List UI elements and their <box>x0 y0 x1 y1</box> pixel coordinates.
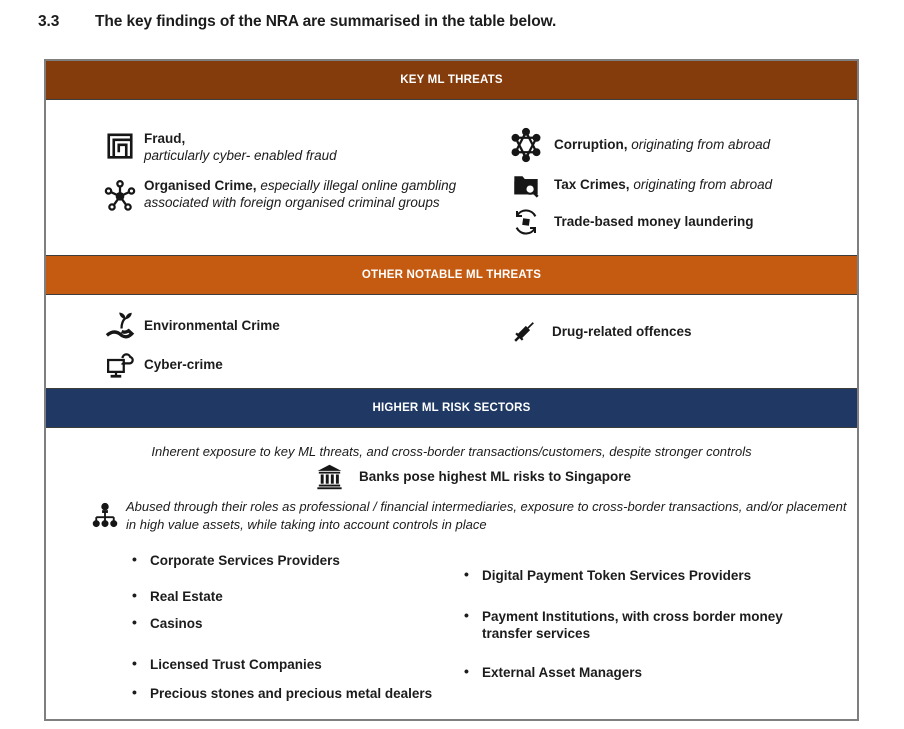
risk-sector-list-left <box>130 552 460 702</box>
paragraph-caption <box>38 13 556 31</box>
sector-licensed-trust: • Licensed Trust Companies <box>130 656 460 673</box>
bank-icon <box>316 463 343 490</box>
other-threats-left-column <box>46 295 498 388</box>
trade-based-item <box>500 206 857 237</box>
drug-offences-item <box>498 316 857 347</box>
organised-crime-title: Organised Crime, <box>144 178 257 193</box>
star-network-icon <box>500 126 552 163</box>
intermediaries-note-row <box>46 498 857 533</box>
risk-sector-list-right <box>462 552 822 702</box>
other-notable-threats-header: OTHER NOTABLE ML THREATS <box>46 255 857 295</box>
organised-crime-item <box>98 177 498 212</box>
environmental-crime-title: Environmental Crime <box>144 318 280 333</box>
key-ml-threats-header: KEY ML THREATS <box>46 61 857 100</box>
banks-highlight-row <box>68 463 879 490</box>
folder-search-icon <box>500 170 552 199</box>
key-ml-threats-section <box>46 100 857 255</box>
hierarchy-icon <box>90 498 120 533</box>
sector-casinos: • Casinos <box>130 615 460 632</box>
drug-offences-title: Drug-related offences <box>552 324 692 339</box>
tax-crimes-title: Tax Crimes, <box>554 177 630 192</box>
sector-dpt-providers: • Digital Payment Token Services Providers <box>462 567 822 584</box>
fraud-item <box>98 130 498 164</box>
tax-crimes-desc: originating from abroad <box>633 177 773 192</box>
banks-exposure-note: Inherent exposure to key ML threats, and cross-border transactions/customers, despite stronger controls <box>151 444 752 459</box>
risk-sector-lists <box>46 552 857 702</box>
network-nodes-icon <box>98 177 142 212</box>
key-threats-right-column <box>498 100 857 255</box>
cyber-crime-title: Cyber-crime <box>144 357 223 372</box>
banks-highlight-text: Banks pose highest ML risks to Singapore <box>358 469 632 484</box>
fraud-desc: particularly cyber- enabled fraud <box>144 148 337 163</box>
corruption-desc: originating from abroad <box>631 137 771 152</box>
nra-summary-table <box>44 59 859 721</box>
cyber-crime-item <box>98 348 498 381</box>
syringe-icon <box>498 316 550 347</box>
corruption-title: Corruption, <box>554 137 628 152</box>
intermediaries-note-text: Abused through their roles as professional / financial intermediaries, exposure to cross-border transactions, and/or placement in high value assets, while taking into account controls in place <box>126 499 847 532</box>
higher-risk-sectors-header: HIGHER ML RISK SECTORS <box>46 388 857 428</box>
higher-risk-sectors-section <box>46 428 857 719</box>
fraud-maze-icon <box>98 130 142 161</box>
key-threats-left-column <box>46 100 498 255</box>
sector-corporate-services: • Corporate Services Providers <box>130 552 460 569</box>
other-threats-right-column <box>498 295 857 388</box>
sector-real-estate: • Real Estate <box>130 588 460 605</box>
organised-crime-desc: especially illegal online gambling associated with foreign organised criminal groups <box>144 178 457 210</box>
sector-external-asset-managers: • External Asset Managers <box>462 664 822 681</box>
environmental-crime-item <box>98 310 498 341</box>
other-notable-threats-section <box>46 295 857 388</box>
fraud-title: Fraud, <box>144 131 186 146</box>
trade-cycle-icon <box>500 206 552 237</box>
tax-crimes-item <box>500 170 857 199</box>
paragraph-number: 3.3 <box>38 13 60 30</box>
corruption-item <box>500 126 857 163</box>
computer-cloud-icon <box>98 348 142 381</box>
sector-precious-stones: • Precious stones and precious metal dealers <box>130 685 460 702</box>
trade-based-title: Trade-based money laundering <box>554 214 754 229</box>
hand-plant-icon <box>98 310 142 341</box>
sector-payment-institutions: • Payment Institutions, with cross border money transfer services <box>462 608 822 642</box>
paragraph-text: The key findings of the NRA are summarised in the table below. <box>95 13 557 30</box>
